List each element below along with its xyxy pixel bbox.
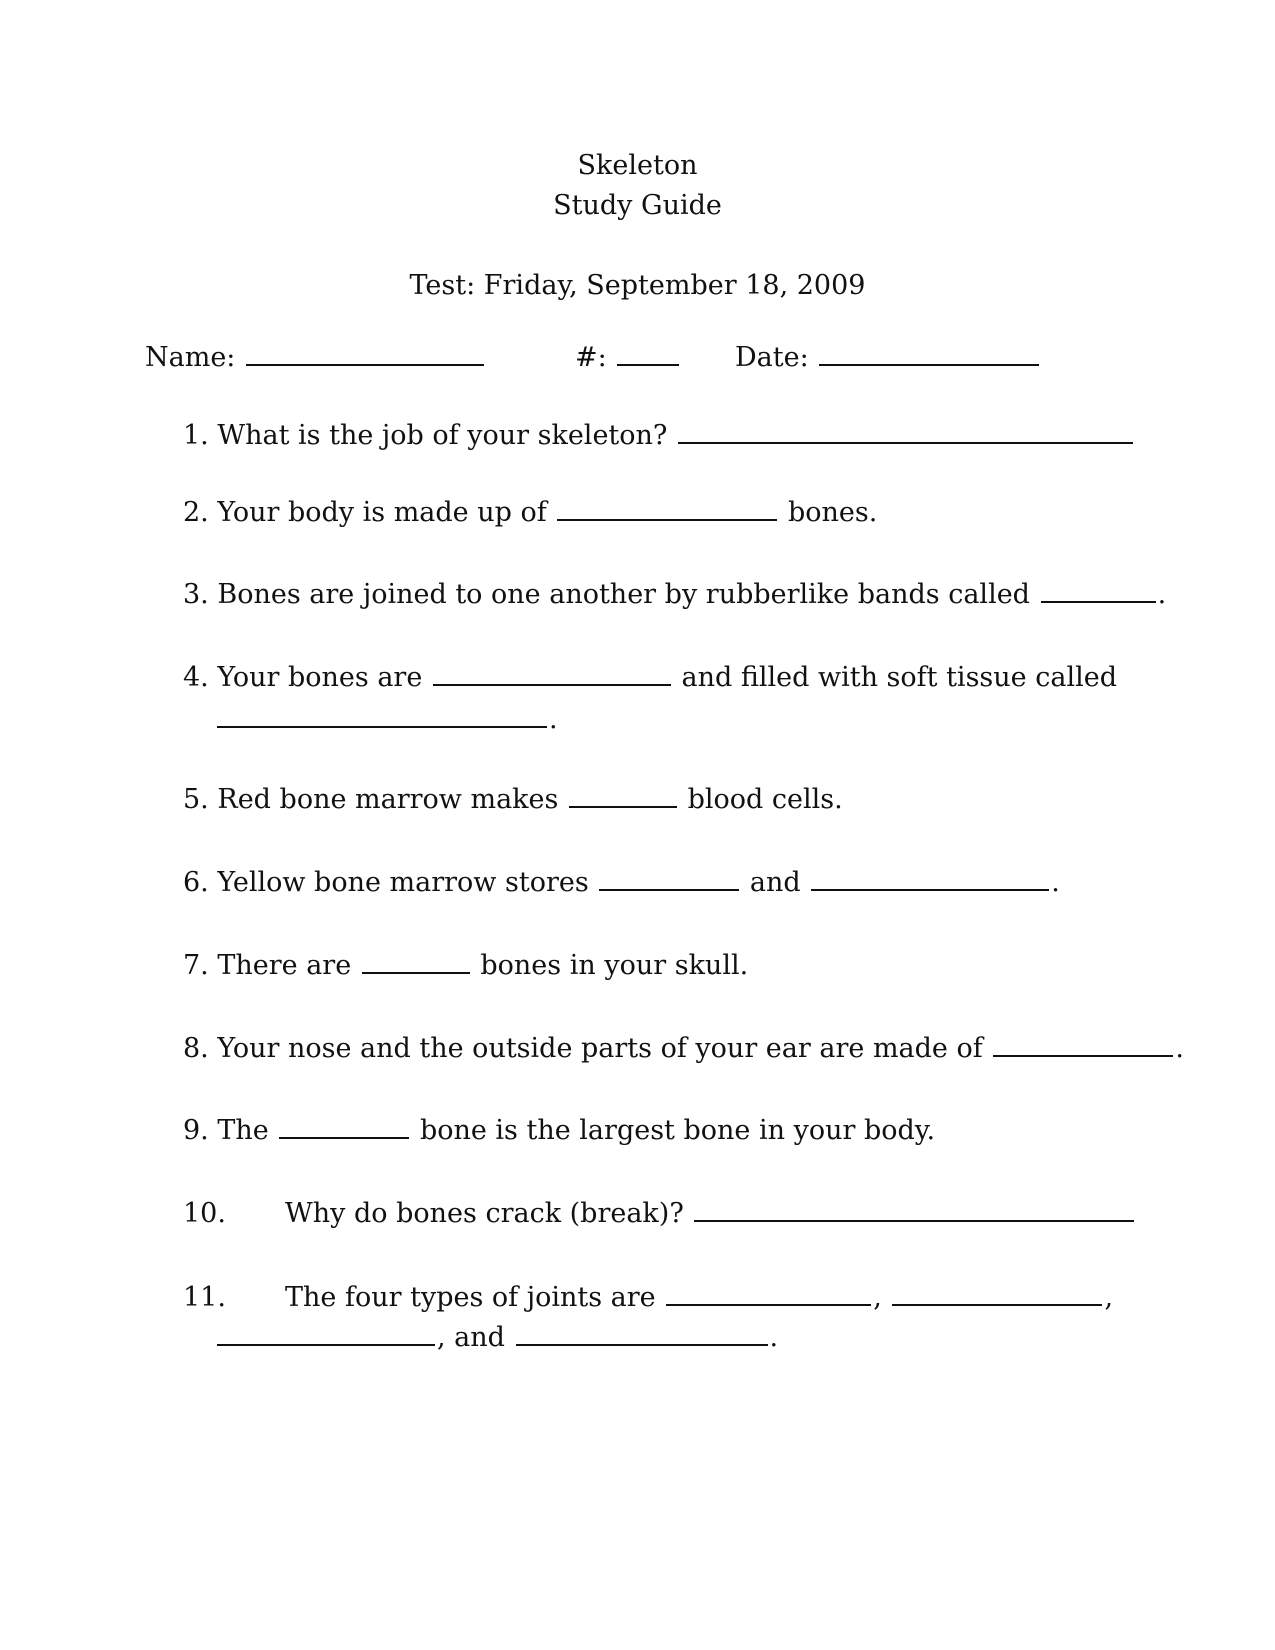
question-text: and [749, 867, 801, 898]
answer-blank[interactable] [516, 1320, 768, 1346]
answer-blank[interactable] [217, 702, 547, 728]
question-number: 11. [183, 1282, 226, 1313]
question-text: , [873, 1282, 882, 1313]
question-text: Red bone marrow makes [217, 784, 559, 815]
question-text: . [769, 1322, 779, 1353]
answer-blank[interactable] [433, 660, 671, 686]
question-number: 1. [183, 420, 209, 451]
question-11 [183, 1280, 1113, 1313]
date-label: Date: [735, 342, 809, 373]
question-text: Your bones are [217, 662, 423, 693]
question-number: 5. [183, 784, 209, 815]
answer-blank[interactable] [1041, 577, 1156, 603]
answer-blank[interactable] [811, 865, 1049, 891]
question-text: The four types of joints are [285, 1282, 656, 1313]
question-text: . [1157, 579, 1167, 610]
answer-blank[interactable] [694, 1196, 1134, 1222]
question-1 [183, 418, 1135, 451]
question-10 [183, 1196, 1136, 1229]
question-text: . [549, 704, 558, 735]
question-number: 6. [183, 867, 209, 898]
question-4-continued [215, 702, 558, 735]
question-4 [183, 660, 1117, 693]
question-text: . [1175, 1033, 1184, 1064]
name-blank[interactable] [246, 340, 484, 366]
question-number: 9. [183, 1115, 209, 1146]
question-8 [183, 1031, 1184, 1064]
answer-blank[interactable] [892, 1280, 1102, 1306]
question-text: Your nose and the outside parts of your ear are made of [217, 1033, 983, 1064]
question-text: , [1104, 1282, 1114, 1313]
number-field [575, 340, 681, 373]
question-text: . [1051, 867, 1060, 898]
question-text: bone is the largest bone in your body. [419, 1115, 936, 1146]
answer-blank[interactable] [557, 495, 777, 521]
question-text: bones in your skull. [480, 950, 749, 981]
question-number: 3. [183, 579, 209, 610]
question-text: blood cells. [687, 784, 843, 815]
question-3 [183, 577, 1166, 610]
question-text: and filled with soft tissue called [681, 662, 1117, 693]
question-9 [183, 1113, 935, 1146]
question-11-continued [215, 1320, 778, 1353]
question-2 [183, 495, 877, 528]
question-5 [183, 782, 843, 815]
date-field [735, 340, 1041, 373]
page-title: Skeleton [577, 150, 698, 181]
answer-blank[interactable] [362, 948, 470, 974]
question-text: What is the job of your skeleton? [217, 420, 668, 451]
question-text: bones. [787, 497, 878, 528]
name-label: Name: [145, 342, 236, 373]
answer-blank[interactable] [569, 782, 677, 808]
number-label: #: [575, 342, 607, 373]
question-text: The [217, 1115, 269, 1146]
question-text: Bones are joined to one another by rubberlike bands called [217, 579, 1030, 610]
question-text: There are [217, 950, 352, 981]
question-number: 10. [183, 1198, 226, 1229]
question-7 [183, 948, 748, 981]
question-number: 8. [183, 1033, 209, 1064]
question-text: Yellow bone marrow stores [217, 867, 589, 898]
number-blank[interactable] [617, 340, 679, 366]
question-number: 7. [183, 950, 209, 981]
question-number: 4. [183, 662, 209, 693]
question-text: Why do bones crack (break)? [285, 1198, 684, 1229]
date-blank[interactable] [819, 340, 1039, 366]
question-number: 2. [183, 497, 209, 528]
name-field [145, 340, 486, 373]
answer-blank[interactable] [279, 1113, 409, 1139]
question-text: Your body is made up of [217, 497, 547, 528]
page-subtitle: Study Guide [553, 190, 722, 221]
answer-blank[interactable] [666, 1280, 871, 1306]
test-date: Test: Friday, September 18, 2009 [409, 270, 866, 301]
question-6 [183, 865, 1060, 898]
answer-blank[interactable] [599, 865, 739, 891]
question-text: , and [437, 1322, 505, 1353]
answer-blank[interactable] [678, 418, 1133, 444]
answer-blank[interactable] [993, 1031, 1173, 1057]
answer-blank[interactable] [217, 1320, 435, 1346]
